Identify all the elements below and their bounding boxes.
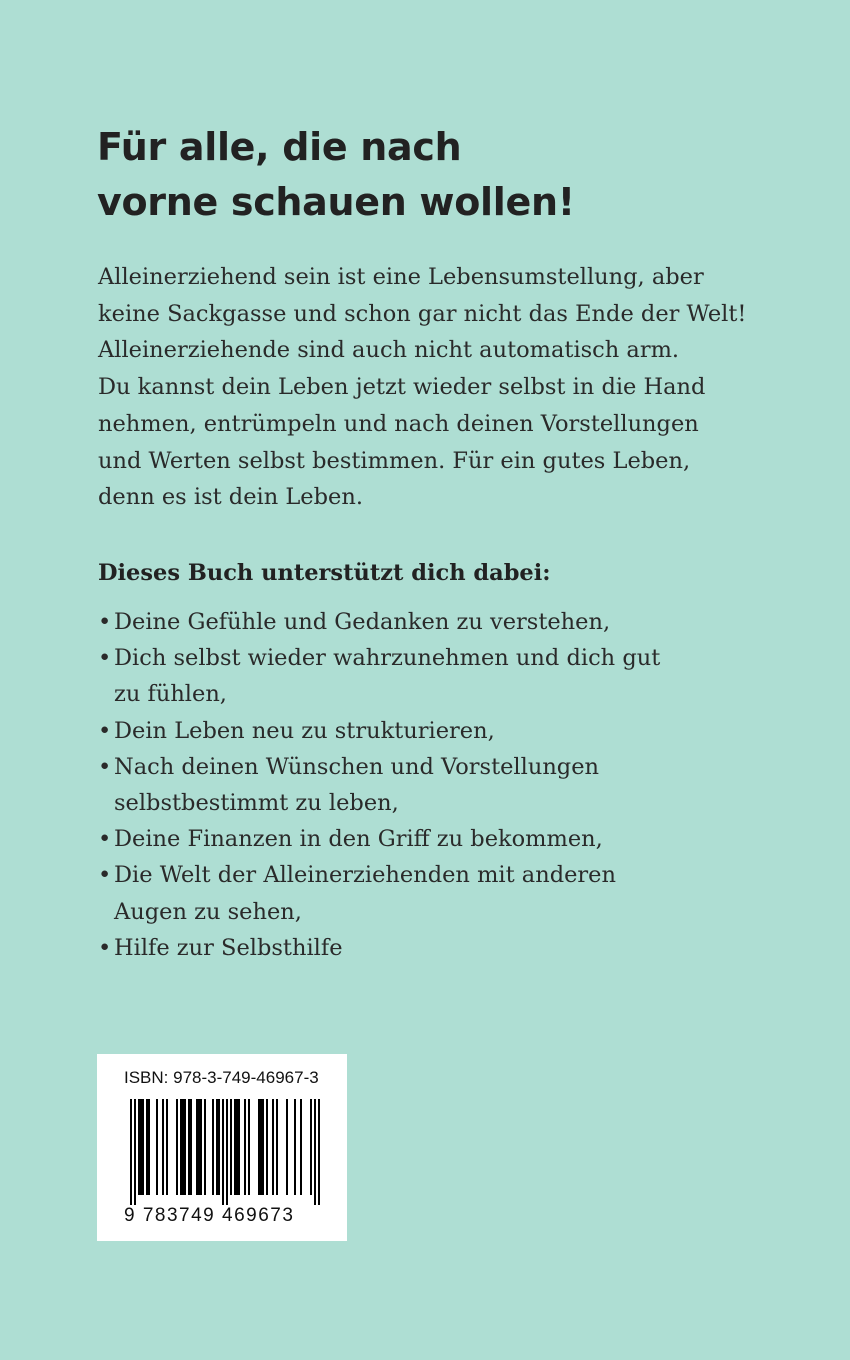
list-item-text: Dich selbst wieder wahrzunehmen und dich gut: [114, 645, 661, 672]
bullet-icon: •: [98, 862, 112, 889]
barcode-bar: [238, 1099, 240, 1195]
barcode-bar: [266, 1099, 268, 1195]
barcode-bar: [156, 1099, 158, 1195]
list-item: [98, 604, 798, 640]
barcode-bar: [276, 1099, 278, 1195]
list-item: [98, 930, 798, 966]
list-item-text: selbstbestimmt zu leben,: [114, 790, 399, 817]
barcode-bar: [258, 1099, 260, 1195]
barcode-bar: [294, 1099, 296, 1195]
barcode-icon: [130, 1099, 320, 1205]
barcode-bar: [190, 1099, 192, 1195]
barcode-bar: [248, 1099, 250, 1195]
barcode-bar: [216, 1099, 218, 1195]
barcode-bar: [204, 1099, 206, 1195]
barcode-bar: [166, 1099, 168, 1195]
barcode-bar: [244, 1099, 246, 1195]
barcode-bar: [314, 1099, 316, 1205]
barcode-bar: [300, 1099, 302, 1195]
list-item-text: Hilfe zur Selbsthilfe: [114, 934, 343, 961]
list-item: [98, 749, 798, 821]
barcode-bar: [200, 1099, 202, 1195]
list-item: [98, 857, 798, 929]
list-item: [98, 640, 798, 712]
barcode-bar: [262, 1099, 264, 1195]
isbn-barcode-box: [97, 1054, 347, 1241]
intro-line: Du kannst dein Leben jetzt wieder selbst in die Hand: [98, 374, 706, 401]
barcode-bar: [176, 1099, 178, 1195]
intro-line: denn es ist dein Leben.: [98, 484, 363, 511]
barcode-bar: [260, 1099, 262, 1195]
barcode-bar: [272, 1099, 274, 1195]
barcode-bar: [230, 1099, 232, 1195]
barcode-bar: [180, 1099, 182, 1195]
intro-line: nehmen, entrümpeln und nach deinen Vorstellungen: [98, 410, 699, 437]
list-item-text: Augen zu sehen,: [114, 898, 302, 925]
list-item-text: Deine Finanzen in den Griff zu bekommen,: [114, 826, 603, 853]
benefits-list: [98, 604, 798, 966]
barcode-number: 9 783749 469673: [124, 1205, 295, 1226]
headline-line-1: Für alle, die nach: [97, 125, 462, 169]
headline: [97, 120, 797, 230]
barcode-bar: [146, 1099, 148, 1195]
list-item: [98, 821, 798, 857]
barcode-bar: [162, 1099, 164, 1195]
intro-line: Alleinerziehend sein ist eine Lebensumstellung, aber: [98, 264, 704, 290]
barcode-bar: [130, 1099, 132, 1205]
intro-line: Alleinerziehende sind auch nicht automatisch arm.: [98, 337, 680, 364]
list-item-text: Die Welt der Alleinerziehenden mit anderen: [114, 862, 616, 889]
intro-line: keine Sackgasse und schon gar nicht das Ende der Welt!: [98, 300, 747, 327]
intro-paragraph: [98, 259, 798, 516]
list-item-text: Deine Gefühle und Gedanken zu verstehen,: [114, 609, 611, 635]
barcode-bar: [196, 1099, 198, 1195]
barcode-bar: [142, 1099, 144, 1195]
list-item: [98, 713, 798, 749]
barcode-bar: [310, 1099, 312, 1195]
bullet-icon: •: [98, 934, 112, 961]
list-item-text: zu fühlen,: [114, 681, 227, 708]
barcode-bar: [182, 1099, 184, 1195]
barcode-bar: [236, 1099, 238, 1195]
bullet-icon: •: [98, 826, 112, 853]
barcode-bar: [188, 1099, 190, 1195]
barcode-bar: [184, 1099, 186, 1195]
barcode-bar: [198, 1099, 200, 1195]
barcode-bar: [234, 1099, 236, 1195]
barcode-bar: [218, 1099, 220, 1195]
list-heading: Dieses Buch unterstützt dich dabei:: [98, 560, 551, 586]
barcode-bar: [140, 1099, 142, 1195]
intro-line: und Werten selbst bestimmen. Für ein gutes Leben,: [98, 447, 691, 474]
barcode-bar: [286, 1099, 288, 1195]
bullet-icon: •: [98, 645, 112, 672]
barcode-bar: [222, 1099, 224, 1205]
list-item-text: Nach deinen Wünschen und Vorstellungen: [114, 753, 600, 780]
barcode-bar: [134, 1099, 136, 1205]
barcode-bar: [212, 1099, 214, 1195]
barcode-bar: [226, 1099, 228, 1205]
bullet-icon: •: [98, 717, 112, 744]
list-item-text: Dein Leben neu zu strukturieren,: [114, 717, 495, 744]
isbn-label: ISBN: 978-3-749-46967-3: [124, 1068, 319, 1087]
barcode-bar: [138, 1099, 140, 1195]
barcode-bar: [148, 1099, 150, 1195]
barcode-bar: [318, 1099, 320, 1205]
bullet-icon: •: [98, 753, 112, 780]
bullet-icon: •: [98, 609, 112, 635]
headline-line-2: vorne schauen wollen!: [97, 180, 575, 224]
